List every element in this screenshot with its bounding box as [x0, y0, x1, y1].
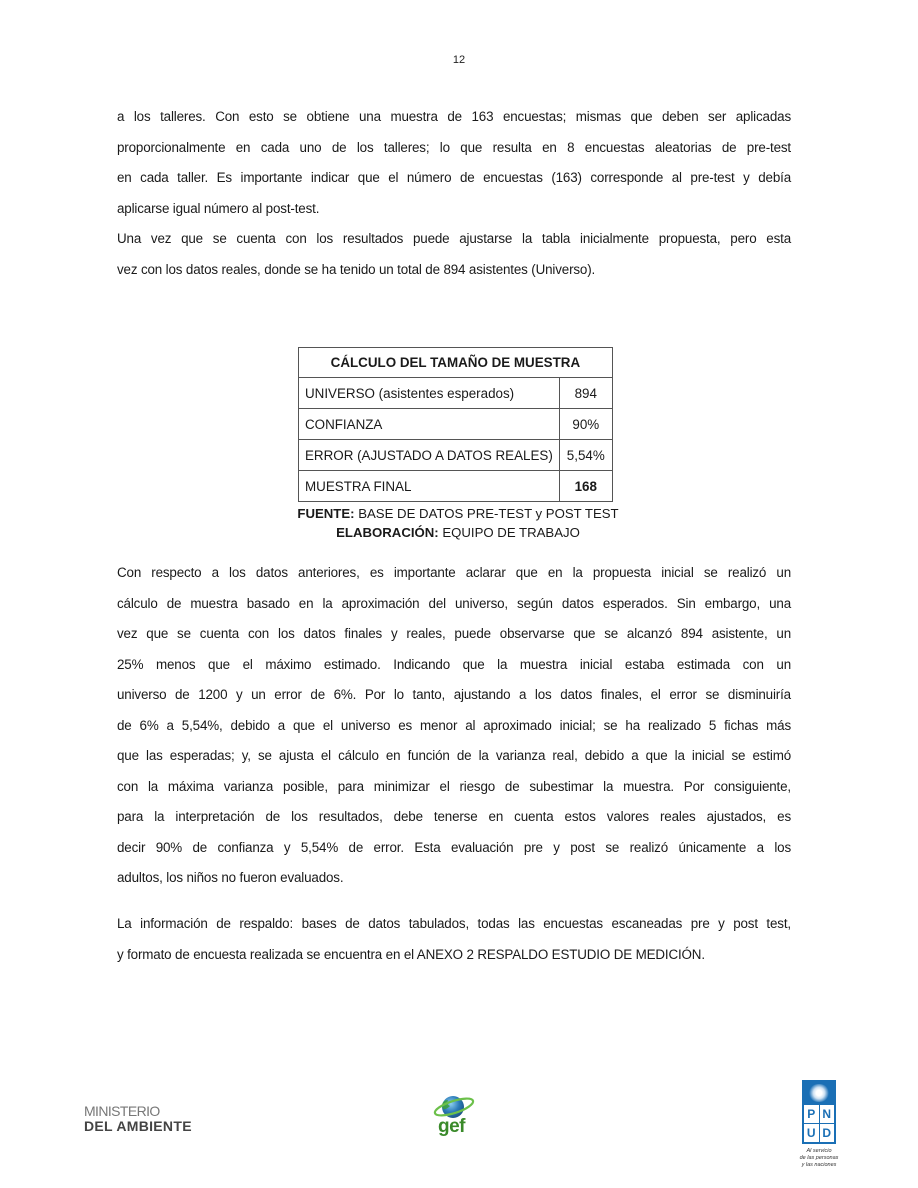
- text-line: vez con los datos reales, donde se ha tenido un total de 894 asistentes (Universo).: [117, 261, 596, 277]
- row-value: 168: [559, 471, 612, 502]
- text-line: vez que se cuenta con los datos finales y reales, puede observarse que se alcanzó 894 asistente, un: [117, 626, 791, 641]
- page-number: 12: [452, 54, 466, 66]
- row-label: MUESTRA FINAL: [299, 471, 560, 502]
- table-row: [299, 378, 613, 409]
- text-line: aplicarse igual número al post-test.: [117, 200, 320, 216]
- text-line: universo de 1200 y un error de 6%. Por lo tanto, ajustando a los datos finales, el error se disminuiría: [117, 687, 791, 702]
- pnud-letter: D: [820, 1124, 835, 1142]
- un-emblem-icon: [808, 1084, 830, 1102]
- table-row: [299, 471, 613, 502]
- row-value: 5,54%: [559, 440, 612, 471]
- text-line: de 6% a 5,54%, debido a que el universo es menor al aproximado inicial; se ha realizado 5 fichas más: [117, 717, 791, 733]
- elaboration-value: EQUIPO DE TRABAJO: [438, 525, 580, 540]
- text-line: y formato de encuesta realizada se encuentra en el ANEXO 2 RESPALDO ESTUDIO DE MEDICIÓN.: [117, 946, 705, 962]
- text-line: que las esperadas; y, se ajusta el cálculo en función de la varianza real, debido a que la inicial se estimó: [117, 748, 791, 763]
- tagline-line: de las personas: [799, 1155, 839, 1161]
- text-line: para la interpretación de los resultados, debe tenerse en cuenta estos valores reales ajustados, es: [117, 809, 791, 824]
- text-line: Una vez que se cuenta con los resultados puede ajustarse la tabla inicialmente propuesta, pero esta: [117, 231, 791, 246]
- paragraph-backup-info: [117, 909, 791, 970]
- text-line: 25% menos que el máximo estimado. Indicando que la muestra inicial estaba estimada con un: [117, 656, 791, 672]
- row-label: CONFIANZA: [299, 409, 560, 440]
- table-row: [299, 409, 613, 440]
- pnud-letter: N: [820, 1105, 835, 1123]
- gef-text: gef: [438, 1116, 465, 1137]
- gef-logo: [432, 1092, 478, 1140]
- text-line: Con respecto a los datos anteriores, es importante aclarar que en la propuesta inicial se realizó un: [117, 565, 791, 580]
- paragraph-sample-intro: [117, 102, 791, 224]
- sample-size-table: [298, 347, 613, 502]
- text-line: con la máxima varianza posible, para minimizar el riesgo de subestimar la muestra. Por consiguiente,: [117, 778, 791, 794]
- tagline-line: Al servicio: [806, 1148, 832, 1154]
- pnud-letter: P: [804, 1105, 819, 1123]
- ministerio-del-ambiente-logo: [84, 1104, 192, 1134]
- row-value: 894: [559, 378, 612, 409]
- text-line: cálculo de muestra basado en la aproximación del universo, según datos esperados. Sin embargo, una: [117, 595, 791, 611]
- table-row: [299, 440, 613, 471]
- text-line: en cada taller. Es importante indicar que el número de encuestas (163) corresponde al pre-test y debía: [117, 170, 791, 185]
- text-line: La información de respaldo: bases de datos tabulados, todas las encuestas escaneadas pre y post test,: [117, 916, 791, 931]
- text-line: decir 90% de confianza y 5,54% de error. Esta evaluación pre y post se realizó únicamente a los: [117, 839, 791, 855]
- logo-text-line2: DEL AMBIENTE: [84, 1118, 192, 1134]
- text-line: adultos, los niños no fueron evaluados.: [117, 870, 344, 885]
- logo-text-line1: MINISTERIO: [84, 1103, 160, 1119]
- row-label: ERROR (AJUSTADO A DATOS REALES): [299, 440, 560, 471]
- pnud-letter: U: [804, 1124, 819, 1142]
- pnud-box: [802, 1080, 836, 1144]
- table-title: CÁLCULO DEL TAMAÑO DE MUESTRA: [299, 348, 613, 378]
- elaboration-label: ELABORACIÓN:: [336, 525, 439, 540]
- row-label: UNIVERSO (asistentes esperados): [299, 378, 560, 409]
- row-value: 90%: [559, 409, 612, 440]
- text-line: a los talleres. Con esto se obtiene una muestra de 163 encuestas; mismas que deben ser aplicadas: [117, 109, 791, 124]
- pnud-logo: [799, 1080, 839, 1169]
- paragraph-adjust-table: [117, 224, 791, 285]
- source-label: FUENTE:: [297, 506, 355, 521]
- text-line: proporcionalmente en cada uno de los talleres; lo que resulta en 8 encuestas aleatorias de pre-test: [117, 139, 791, 155]
- tagline-line: y las naciones: [801, 1162, 837, 1168]
- table-source-caption: [4, 504, 912, 523]
- pnud-tagline: [799, 1148, 839, 1169]
- table-elaboration-caption: [4, 523, 912, 542]
- paragraph-explanation: [117, 558, 791, 894]
- source-value: BASE DE DATOS PRE-TEST y POST TEST: [354, 506, 619, 521]
